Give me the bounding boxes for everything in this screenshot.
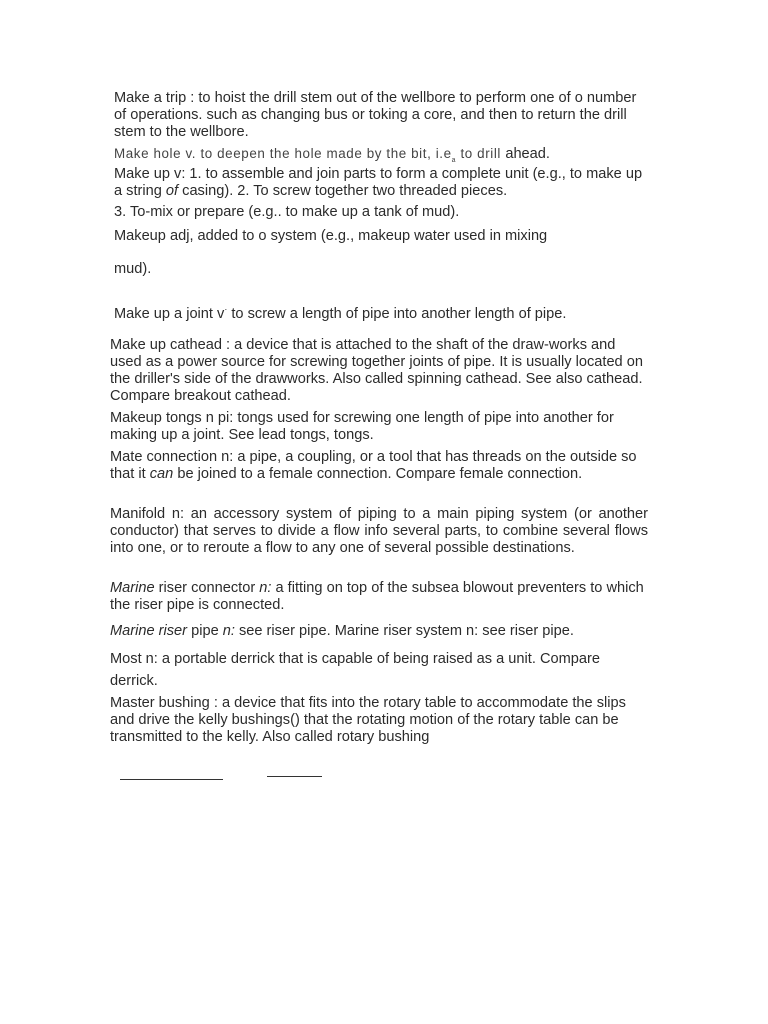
entry-text: Master bushing : a device that fits into the rotary table to accommodate the slips and drive the kelly bushings() that the rotating motion of the rotary table can be transmitted to the kelly. Also called rotary bushing [110,695,626,745]
entry-make-up-joint [114,301,644,323]
entry-text: 3. To-mix or prepare (e.g.. to make up a tank of mud). [114,204,460,220]
entry-most [110,651,648,668]
entry-make-up-3 [114,204,644,221]
entry-make-up [114,166,644,200]
entry-make-a-trip [114,90,644,141]
entry-most-cont [110,673,648,690]
entry-manifold [110,506,648,557]
underline-rule [267,776,322,777]
entry-makeup-tongs [110,410,648,444]
entry-text: see riser pipe. Marine riser system n: see riser pipe. [234,623,574,639]
entry-text: to screw a length of pipe into another length of pipe. [227,305,567,322]
entry-text: pipe [187,623,223,639]
entry-text: Makeup adj, added to o system (e.g., makeup water used in mixing [114,228,548,244]
entry-master-bushing [110,695,648,746]
entry-make-up-cathead [110,337,648,405]
entry-subscript: a [451,156,457,164]
entry-text: derrick. [110,673,158,689]
entry-makeup-adj [114,228,644,245]
entry-text: Make up a joint v [114,305,225,322]
entry-text: Most n: a portable derrick that is capable of being raised as a unit. Compare [110,651,600,667]
entry-text: casing). 2. To screw together two threaded pieces. [178,183,508,199]
entry-text: Make a trip : to hoist the drill stem out of the wellbore to perform one of o number of operations. such as changing bus or toking a core, and then to return the drill stem to the wellbore. [114,90,637,140]
entry-text: mud). [114,261,152,277]
entry-dot: · [224,304,228,314]
entry-text: Manifold n: an accessory system of piping to a main piping system (or another conductor) that serves to divide a flow info several parts, to combine several flows into one, or to reroute a flow to any one of several possible destinations. [110,506,648,556]
entry-text: a fitting on top of the subsea blowout preventers to which the riser pipe is connected. [110,580,644,613]
entry-text: be joined to a female connection. Compare female connection. [173,466,583,482]
entry-italic: n: [222,623,235,639]
entry-mate-connection [110,449,648,483]
underline-rule [120,779,223,780]
entry-marine-riser-connector [110,580,648,614]
entry-text: ahead. [505,146,550,162]
entry-text: Mate connection n: a pipe, a coupling, or a tool that has threads on the outside so that it [110,449,637,482]
entry-italic: n: [259,580,272,596]
entry-text: to drill [456,146,506,161]
entry-italic: of [165,183,179,199]
entry-text: Makeup tongs n pi: tongs used for screwing one length of pipe into another for making up a joint. See lead tongs, tongs. [110,410,614,443]
entry-makeup-adj-cont [114,261,644,278]
entry-italic: can [149,466,174,482]
entry-marine-riser-pipe [110,623,648,640]
entry-italic: Marine [110,580,155,596]
entry-italic: Marine riser [110,623,188,639]
entry-text: Make up v: 1. to assemble and join parts to form a complete unit (e.g., to make up a string [114,166,643,199]
entry-text: Make hole v. to deepen the hole made by the bit, i.e [114,146,452,161]
entry-text: Make up cathead : a device that is attached to the shaft of the draw-works and used as a power source for screwing together joints of pipe. It is usually located on the driller's side of the drawworks. Also called spinning cathead. See also cathead. Compare breakout cathead. [110,337,643,404]
entry-text: riser connector [154,580,260,596]
